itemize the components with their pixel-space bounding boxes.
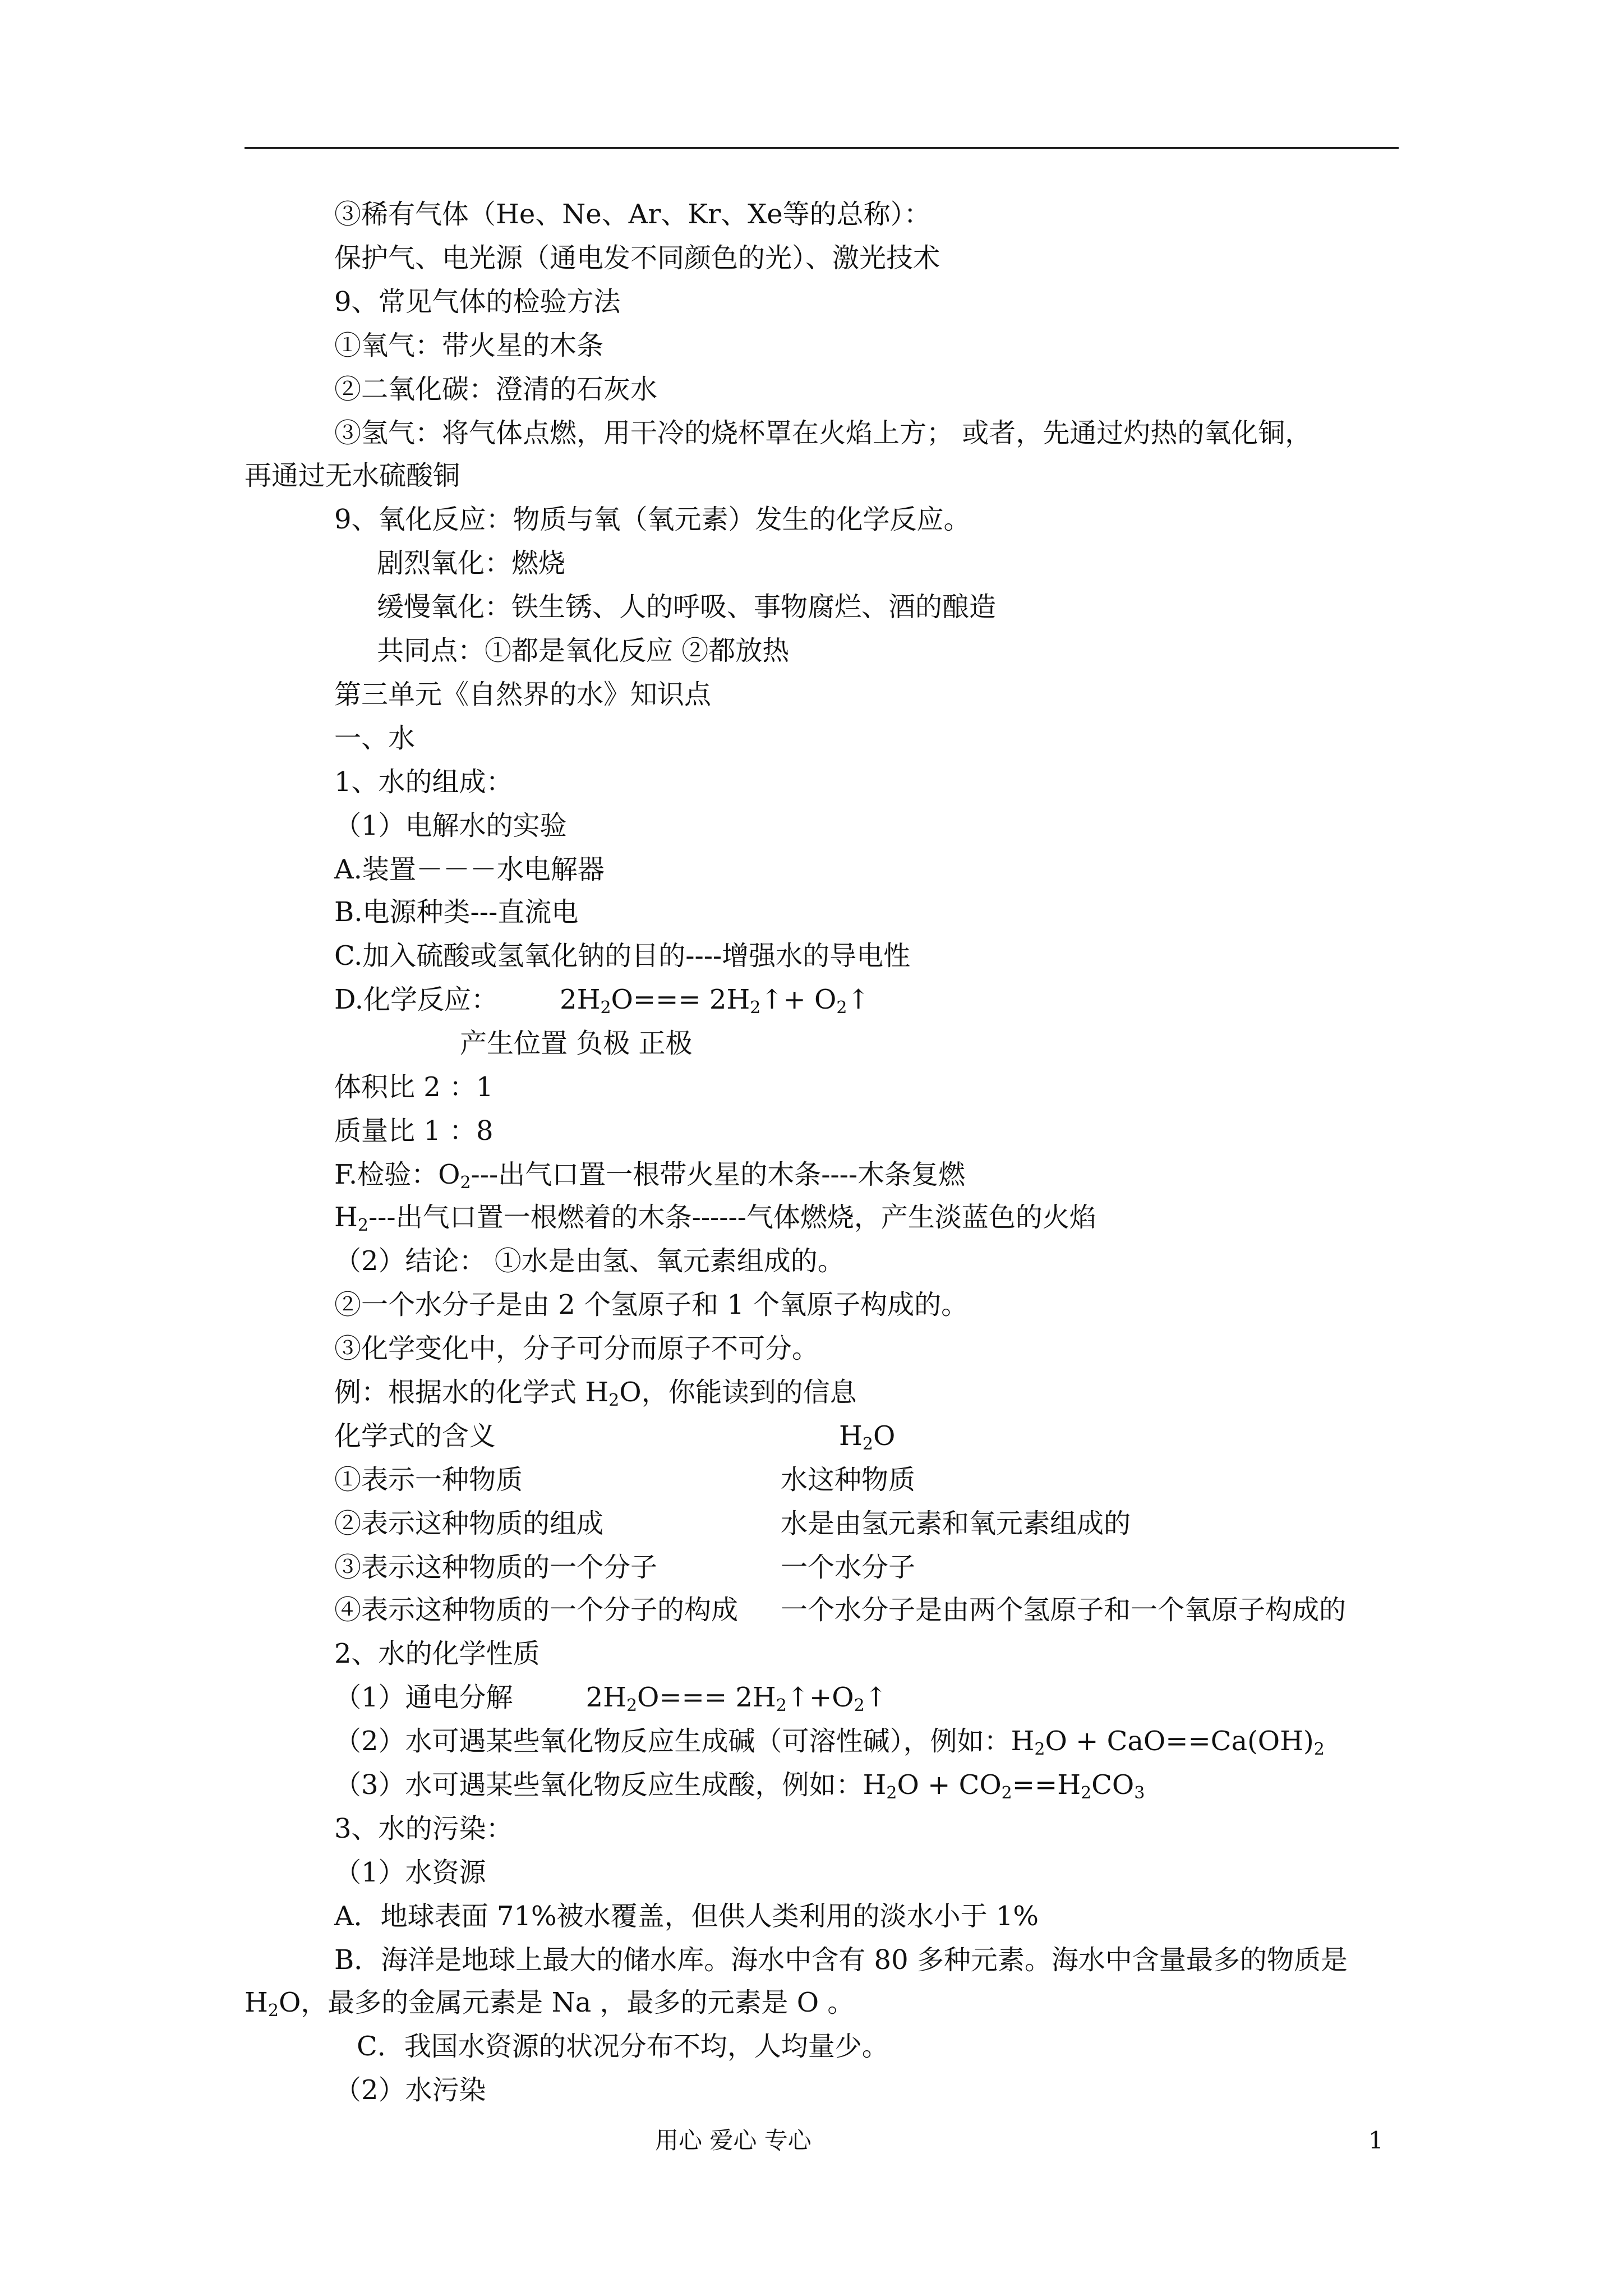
line-molecule-structure: ②一个水分子是由 2 个氢原子和 1 个氧原子构成的。 <box>334 1289 969 1320</box>
line-hydrogen-test-cont: 再通过无水硫酸铜 <box>245 460 460 491</box>
arrow-up: ↑ <box>847 984 870 1015</box>
line-mass-ratio: 质量比 1 ：8 <box>334 1115 494 1147</box>
subscript: 2 <box>357 1216 368 1235</box>
formula-part: O=== 2H <box>637 1682 776 1713</box>
table-header-left: 化学式的含义 <box>334 1420 496 1452</box>
formula-part: （2）水可遇某些氧化物反应生成碱（可溶性碱），例如：H <box>334 1726 1035 1757</box>
formula-part: ==H <box>1012 1769 1081 1801</box>
formula-part: ↑+O <box>786 1682 854 1713</box>
line-water-chem-props: 2、水的化学性质 <box>334 1638 540 1669</box>
formula-part: O，最多的金属元素是 Na ，最多的元素是 O 。 <box>278 1987 855 2018</box>
subscript: 2 <box>1034 1740 1045 1759</box>
subscript: 2 <box>1313 1740 1325 1759</box>
subscript: 2 <box>460 1173 471 1193</box>
line-oxygen-check <box>334 1158 965 1191</box>
subscript: 2 <box>862 1434 873 1454</box>
formula-part: O + CO <box>897 1769 1002 1801</box>
line-formula-example <box>334 1375 857 1409</box>
table-header-right <box>839 1419 895 1453</box>
line-ocean: B．海洋是地球上最大的储水库。海水中含有 80 多种元素。海水中含量最多的物质是 <box>334 1944 1348 1976</box>
line-hydrogen-check <box>334 1200 1096 1234</box>
line-water-composition: 1、水的组成： <box>334 766 513 798</box>
table-row-right: 水是由氢元素和氧元素组成的 <box>781 1508 1131 1539</box>
line-power-type: B.电源种类---直流电 <box>334 896 579 928</box>
formula-part: ↑+ O <box>760 984 837 1015</box>
line-oxygen-test: ①氧气：带火星的木条 <box>334 330 604 361</box>
line-combustion: 剧烈氧化：燃烧 <box>377 547 566 579</box>
table-row-right: 水这种物质 <box>781 1464 916 1496</box>
table-row-right: 一个水分子是由两个氢原子和一个氧原子构成的 <box>781 1594 1347 1626</box>
formula-part: O，你能读到的信息 <box>619 1377 857 1408</box>
formula-part: （3）水可遇某些氧化物反应生成酸，例如：H <box>334 1769 887 1801</box>
subscript: 3 <box>1134 1783 1145 1803</box>
line-ocean-cont <box>245 1986 854 2019</box>
line-electrolysis-decomp <box>334 1681 887 1714</box>
table-row-right: 一个水分子 <box>781 1552 916 1583</box>
arrow-up: ↑ <box>864 1682 887 1713</box>
line-section-water: 一、水 <box>334 723 416 754</box>
line-hydrogen-test: ③氢气：将气体点燃，用干冷的烧杯罩在火焰上方； 或者，先通过灼热的氧化铜， <box>334 417 1312 449</box>
line-electrode-positions: 产生位置 负极 正极 <box>460 1028 693 1059</box>
line-water-pollution: 3、水的污染： <box>334 1813 513 1844</box>
footer-motto: 用心 爱心 专心 <box>655 2127 811 2154</box>
reaction-label: D.化学反应： <box>334 984 499 1015</box>
line-water-acid <box>334 1768 1145 1802</box>
line-co2-test: ②二氧化碳：澄清的石灰水 <box>334 374 658 405</box>
table-row-left: ①表示一种物质 <box>334 1464 523 1496</box>
formula-part: （1）通电分解 <box>334 1682 513 1713</box>
line-common-points: 共同点：①都是氧化反应 ②都放热 <box>377 635 790 666</box>
subscript: 2 <box>854 1696 865 1715</box>
subscript: 2 <box>268 2001 279 2021</box>
subscript: 2 <box>750 998 761 1018</box>
line-slow-oxidation: 缓慢氧化：铁生锈、人的呼吸、事物腐烂、酒的酿造 <box>377 591 997 623</box>
formula-part: O <box>873 1420 896 1452</box>
formula-part: H <box>577 984 601 1015</box>
line-volume-ratio: 体积比 2 ：1 <box>334 1071 494 1103</box>
line-water-base <box>334 1724 1325 1758</box>
line-chemical-change: ③化学变化中，分子可分而原子不可分。 <box>334 1333 819 1364</box>
subscript: 2 <box>608 1391 620 1410</box>
subscript: 2 <box>836 998 847 1018</box>
line-electrolysis-exp: （1）电解水的实验 <box>334 810 567 841</box>
formula-part: F.检验：O <box>334 1159 460 1190</box>
line-earth-surface: A．地球表面 71%被水覆盖，但供人类利用的淡水小于 1% <box>334 1901 1039 1932</box>
line-oxidation-heading: 9、氧化反应：物质与氧（氧元素）发生的化学反应。 <box>334 504 971 535</box>
line-conclusion: （2）结论： ①水是由氢、氧元素组成的。 <box>334 1245 845 1277</box>
line-acid-purpose: C.加入硫酸或氢氧化钠的目的----增强水的导电性 <box>334 940 911 972</box>
page-number: 1 <box>1368 2127 1384 2154</box>
subscript: 2 <box>1081 1783 1092 1803</box>
line-rare-gas-use: 保护气、电光源（通电发不同颜色的光）、激光技术 <box>334 242 940 274</box>
line-water-pollution-sub: （2）水污染 <box>334 2074 486 2106</box>
formula-part: H <box>839 1420 863 1452</box>
subscript: 2 <box>1001 1783 1012 1803</box>
formula-part: 2 <box>560 984 577 1015</box>
header-rule <box>245 147 1399 149</box>
subscript: 2 <box>626 1696 638 1715</box>
table-row-left: ③表示这种物质的一个分子 <box>334 1552 658 1583</box>
formula-part: CO <box>1091 1769 1135 1801</box>
formula-part: H <box>603 1682 626 1713</box>
line-china-water: C．我国水资源的状况分布不均，人均量少。 <box>357 2031 889 2062</box>
subscript: 2 <box>886 1783 897 1803</box>
line-apparatus: A.装置－－－水电解器 <box>334 854 605 885</box>
subscript: 2 <box>600 998 611 1018</box>
formula-part: ---出气口置一根燃着的木条------气体燃烧，产生淡蓝色的火焰 <box>368 1202 1096 1233</box>
table-row-left: ②表示这种物质的组成 <box>334 1508 604 1539</box>
formula-part: 例：根据水的化学式 H <box>334 1377 609 1408</box>
subscript: 2 <box>776 1696 787 1715</box>
table-row-left: ④表示这种物质的一个分子的构成 <box>334 1594 739 1626</box>
line-reaction-eq <box>334 983 870 1016</box>
line-water-resources: （1）水资源 <box>334 1857 486 1888</box>
formula-part: O=== 2H <box>611 984 750 1015</box>
line-unit-title: 第三单元《自然界的水》知识点 <box>334 679 712 710</box>
formula-part: 2 <box>585 1682 603 1713</box>
line-gas-test-heading: 9、常见气体的检验方法 <box>334 286 621 318</box>
formula-part: ---出气口置一根带火星的木条----木条复燃 <box>471 1159 966 1190</box>
line-rare-gas: ③稀有气体（He、Ne、Ar、Kr、Xe等的总称）： <box>334 199 931 230</box>
formula-part: O + CaO==Ca(OH) <box>1045 1726 1314 1757</box>
formula-part: H <box>245 1987 268 2018</box>
formula-part: H <box>334 1202 358 1233</box>
